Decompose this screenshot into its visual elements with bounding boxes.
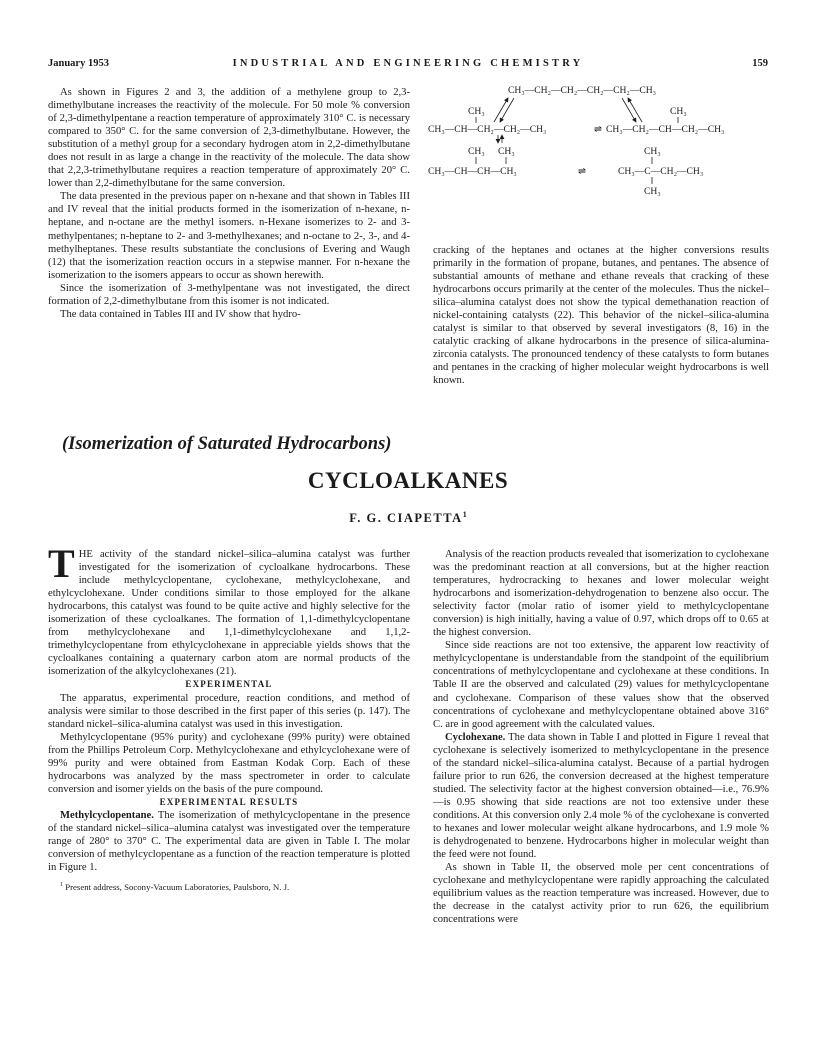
- paragraph: As shown in Table II, the observed mole per cent concentrations of cyclohexane and methylcyclopentane were rapidly approaching the calculated equilibrium values as the reaction temperature was increased. However, due to the decrease in the catalyst activity prior to run 626, the equilibrium concentrations were: [433, 862, 769, 926]
- article-title: CYCLOALKANES: [307, 468, 509, 493]
- scheme-label: CH₃: [670, 106, 687, 117]
- intro-paragraph: THE activity of the standard nickel–silica–alumina catalyst was further investigated for the isomerization of cycloalkane hydrocarbons. These include methylcyclopentane, cyclohexane, methylcyclohexane, and ethylcyclohexane. Under conditions similar to those employed for the alkane hydrocarbons, this catalyst was found to be quite active and highly selective for the isomerization of these cycloalkanes. The formation of 1,1-dimethylcyclopentane from methylcyclohexane and 1,1-dimethylcyclohexane and 1,1,2-trimethylcyclopentane from ethylcyclohexane in appreciable yields shows that the cycloalkanes containing a quaternary carbon atom are normal products of the isomerization of the alkylcyclohexanes (21).: [48, 541, 410, 678]
- drop-cap: T: [48, 541, 75, 586]
- paragraph: cracking of the heptanes and octanes at the higher conversions results primarily in the formation of propane, butanes, and pentanes. The absence of substantial amounts of methane and ethane reveals that cracking of these hydrocarbons occurs primarily at the center of the molecules. Thus the nickel–silica–alumina catalyst does not show the typical demethanation reaction of nickel-containing catalysts (22). This behavior of the nickel–silica-alumina catalyst is similar to that observed by several investigators (8, 16) in the catalytic cracking of alkane hydrocarbons in the presence of silica-alumina-zirconia catalysts. The pronounced tendency of these catalysts to form butanes and pentanes in the cracking of higher molecular weight hydrocarbons is well known.: [433, 245, 769, 387]
- paragraph: The apparatus, experimental procedure, reaction conditions, and method of analysis were similar to those described in the first paper of this series (p. 147). The standard nickel–silica-alumina catalyst was used in this investigation.: [48, 692, 410, 730]
- scheme-row2-left: CH₃—CH—CH₂—CH₂—CH₃: [428, 124, 547, 135]
- paragraph: Analysis of the reaction products revealed that isomerization to cyclohexane was the predominant reaction at all conversions, but at the higher reaction temperatures, hydrocracking to hexanes and lower molecular weight hydrocarbons and isomerization-dehydrogenation to benzene also occur. The selectivity factor (molar ratio of isomer yield to methylcyclopentane conversion) is high initially, having a value of 0.97, which drops off to 0.65 at the highest conversion.: [433, 549, 769, 639]
- footnote: $^1$ Present address, Socony-Vacuum Laboratories, Paulsboro, N. J.: [60, 882, 290, 893]
- author-byline: [0, 510, 816, 526]
- paragraph: The data contained in Tables III and IV show that hydro-: [60, 308, 301, 320]
- paragraph: Methylcyclopentane. The isomerization of methylcyclopentane in the presence of the standard nickel–silica–alumina catalyst was investigated over the temperature range of 280° to 370° C. The experimental data are given in Table I. The molar conversion of methylcyclopentane as a function of the reaction temperature is plotted in Figure 1.: [48, 809, 410, 874]
- arrow: [494, 98, 508, 122]
- article-left-column: [48, 541, 410, 893]
- runin-heading-cyclohexane: Cyclohexane.: [445, 731, 506, 743]
- previous-article-left-column: [48, 86, 410, 321]
- author-footnote-marker: 1: [462, 510, 467, 519]
- article-right-column: [433, 548, 769, 926]
- arrow: [500, 98, 514, 122]
- scheme-label: CH₃: [644, 146, 661, 157]
- paragraph: Since the isomerization of 3-methylpentane was not investigated, the direct formation of 2,2-dimethylbutane from this isomer is not indicated.: [48, 282, 410, 307]
- journal-name: INDUSTRIAL AND ENGINEERING CHEMISTRY: [232, 58, 584, 69]
- scheme-equilibrium: ⇌: [578, 166, 587, 177]
- paragraph: As shown in Figures 2 and 3, the addition of a methylene group to 2,3-dimethylbutane increases the reactivity of the molecule. For 50 mole % conversion of 2,3-dimethylpentane a reaction temperature of approximately 310° C. is necessary compared to 350° C. for the same conversion of 2,3-dimethylbutane. However, the substitution of a methyl group for a secondary hydrogen atom in 2,2-dimethylbutane does not result in as large a change in the reactivity of the molecule. The data show that 2,2,3-trimethylbutane requires a reaction temperature of approximately 20° C. lower than 2,2-dimethylbutane for the same conversion.: [48, 87, 410, 190]
- previous-article-right-column: [433, 244, 769, 388]
- isomerization-scheme: [428, 82, 772, 232]
- author-name: F. G. CIAPETTA: [349, 511, 463, 526]
- arrow: [628, 98, 642, 122]
- page-number: 159: [752, 58, 768, 69]
- scheme-label: CH₃: [644, 186, 661, 197]
- running-head: [48, 58, 768, 72]
- scheme-top-chain: CH₃—CH₂—CH₂—CH₂—CH₂—CH₃: [508, 85, 657, 96]
- paragraph: Since side reactions are not too extensive, the apparent low reactivity of methylcyclopentane is understandable from the standpoint of the equilibrium concentrations of methylcyclopentane and cyclohexane at these conditions. In Table II are the observed and calculated (29) values for methylcyclopentane and cyclohexane. Comparison of these values show that the observed concentrations of cyclohexane and methylcyclopentane obtained above 316° C. are in good agreement with the calculated values.: [433, 640, 769, 730]
- scheme-label: CH₃: [468, 146, 485, 157]
- scheme-equilibrium: ⇌: [594, 124, 603, 135]
- scheme-row4-left: CH₃—CH—CH—CH₃: [428, 166, 517, 177]
- paragraph: The data presented in the previous paper on n-hexane and that shown in Tables III and IV reveal that the initial products formed in the isomerization of n-hexane, n-heptane, and n-octane are the methyl isomers. n-Hexane isomerizes to 2- and 3-methylpentanes; n-heptane to 2- and 3-methylhexanes; and n-octane to 2-, 3-, and 4-methylheptanes. These results substantiate the conclusions of Evering and Waugh (12) that the isomerization reaction occurs in a stepwise manner. For n-hexane the isomerization to the isomers appears to occur as shown herewith.: [48, 191, 410, 281]
- section-heading-experimental: EXPERIMENTAL: [185, 679, 273, 690]
- scheme-label: CH₃: [468, 106, 485, 117]
- issue-date: January 1953: [48, 58, 109, 69]
- section-heading-results: EXPERIMENTAL RESULTS: [159, 796, 299, 807]
- arrow: [622, 98, 636, 122]
- scheme-drawing: [428, 82, 772, 232]
- scheme-row2-right: CH₃—CH₂—CH—CH₂—CH₃: [606, 124, 725, 135]
- scheme-label: CH₃: [498, 146, 515, 157]
- series-title: (Isomerization of Saturated Hydrocarbons): [62, 434, 392, 454]
- paragraph: Methylcyclopentane (95% purity) and cyclohexane (99% purity) were obtained from the Phillips Petroleum Corp. Methylcyclohexane and ethylcyclohexane were of 99% purity and were obtained from Eastman Kodak Corp. Each of these hydrocarbons was analyzed by the mass spectrometer in order to calculate conversion and isomer yields on the basis of the pure compound.: [48, 731, 410, 795]
- scheme-row4-right: CH₃—C—CH₂—CH₃: [618, 166, 704, 177]
- paragraph: Cyclohexane. The data shown in Table I and plotted in Figure 1 reveal that cyclohexane is selectively isomerized to methylcyclopentane in the presence of the standard nickel–silica-alumina catalyst. Because of a partial hydrogen failure prior to run 626, the conversion decreased at the highest temperature studied. The selectivity factor at the highest conversion obtained—i.e., 76.9%—is 0.95 showing that side reactions are not too extensive under these conditions. At this conversion only 2.4 mole % of the cyclohexane is converted to hexanes and lower molecular weight alkane hydrocarbons, and 1.9 mole % is dehydrogenated to benzene. Hydrocarbons higher in molecular weight than the feed were not found.: [433, 731, 769, 861]
- runin-heading-methylcyclopentane: Methylcyclopentane.: [60, 809, 154, 821]
